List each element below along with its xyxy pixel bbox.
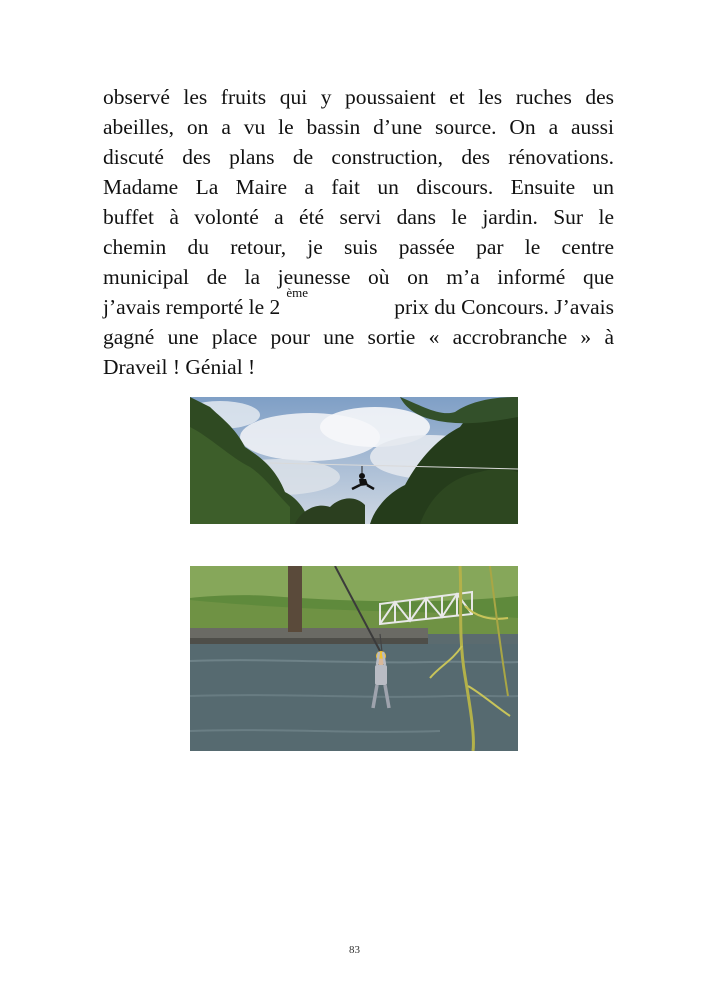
- text-line: Madame La Maire a fait un discours. Ensuite un: [103, 175, 614, 199]
- text-line-with-superscript: [103, 285, 614, 322]
- zipline-water-image: [190, 566, 518, 751]
- text-line: observé les fruits qui y poussaient et les ruches des: [103, 85, 614, 109]
- text-line: chemin du retour, je suis passée par le centre: [103, 235, 614, 259]
- photo-zipline-trees: [190, 397, 518, 524]
- text-line: discuté des plans de construction, des rénovations.: [103, 145, 614, 169]
- text-line: abeilles, on a vu le bassin d’une source. On a aussi: [103, 115, 614, 139]
- text-line: municipal de la jeunesse où on m’a informé que: [103, 265, 614, 289]
- body-text: [103, 82, 614, 382]
- text-line: buffet à volonté a été servi dans le jardin. Sur le: [103, 205, 614, 229]
- text-segment: prix du Concours. J’avais: [394, 295, 614, 319]
- zipline-trees-image: [190, 397, 518, 524]
- text-line: gagné une place pour une sortie « accrobranche » à: [103, 325, 614, 349]
- text-segment: j’avais remporté le 2: [103, 295, 281, 319]
- ordinal-superscript: ème: [286, 285, 308, 300]
- page-number: 83: [349, 944, 360, 956]
- photo-zipline-water: [190, 566, 518, 751]
- text-line: Draveil ! Génial !: [103, 355, 256, 379]
